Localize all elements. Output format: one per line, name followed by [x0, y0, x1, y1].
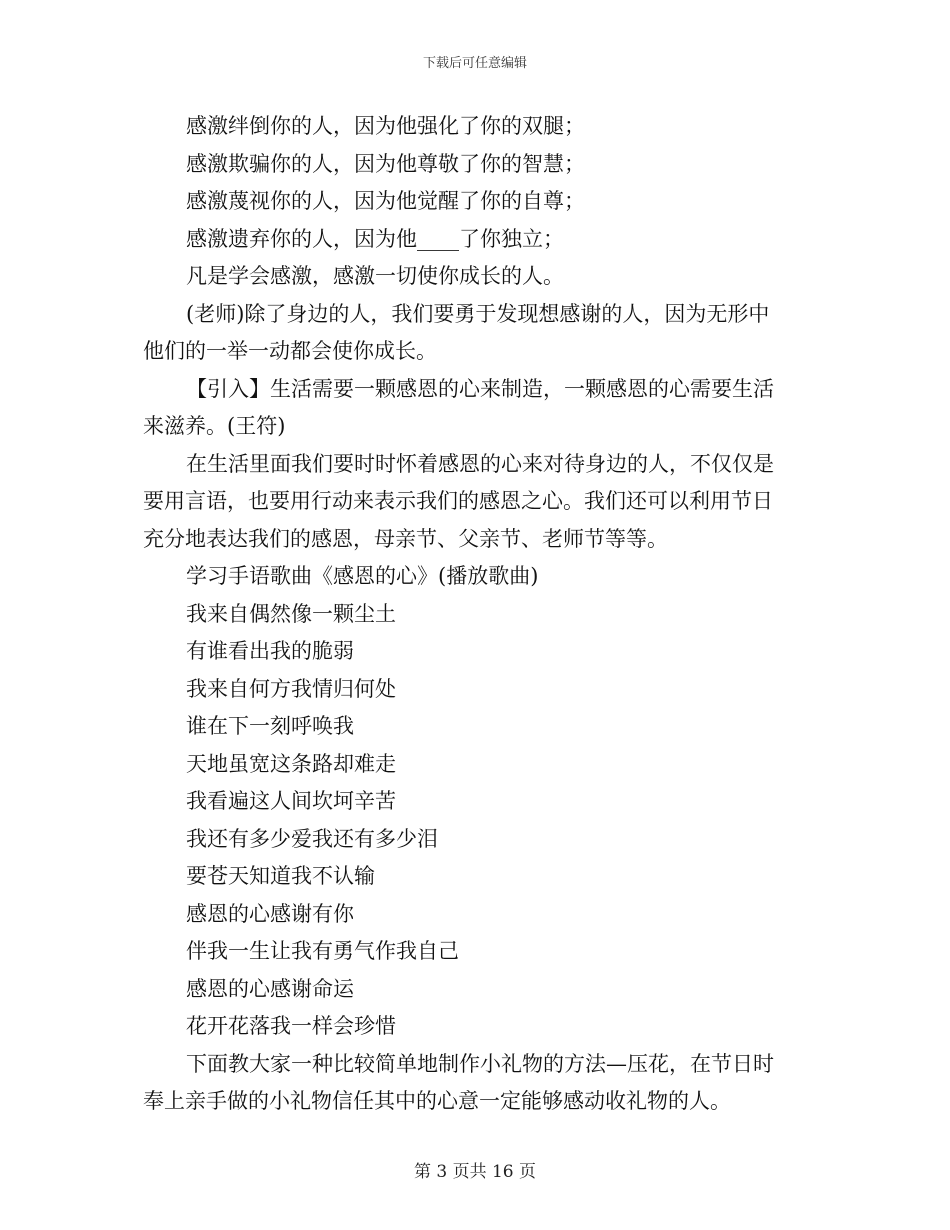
text-line: 感激遗弃你的人，因为他____了你独立； — [186, 226, 564, 251]
text-line: 感激蔑视你的人，因为他觉醒了你的自尊； — [186, 189, 585, 213]
lyric-line: 要苍天知道我不认输 — [186, 864, 375, 888]
lyric-line: 我看遍这人间坎坷辛苦 — [186, 789, 396, 813]
text-line: 下面教大家一种比较简单地制作小礼物的方法—压花，在节日时 — [186, 1051, 774, 1076]
lyric-line: 感恩的心感谢命运 — [186, 976, 354, 1001]
lyric-line: 我来自何方我情归何处 — [186, 676, 396, 701]
lyric-line: 天地虽宽这条路却难走 — [186, 751, 396, 776]
text-line: 来滋养。(王符) — [143, 414, 286, 438]
text-line: 他们的一举一动都会使你成长。 — [143, 339, 437, 363]
lyric-line: 有谁看出我的脆弱 — [186, 639, 354, 663]
text-line: 在生活里面我们要时时怀着感恩的心来对待身边的人，不仅仅是 — [186, 451, 774, 476]
text-line: 充分地表达我们的感恩，母亲节、父亲节、老师节等等。 — [143, 526, 668, 551]
lyric-line: 伴我一生让我有勇气作我自己 — [186, 939, 459, 963]
page-footer: 第 3 页共 16 页 — [413, 1162, 537, 1182]
page-header: 下载后可任意编辑 — [422, 56, 527, 71]
text-line: 感激绊倒你的人，因为他强化了你的双腿； — [186, 114, 585, 138]
lyric-line: 谁在下一刻呼唤我 — [186, 714, 354, 738]
text-line: (老师)除了身边的人，我们要勇于发现想感谢的人，因为无形中 — [186, 301, 770, 326]
document-body — [143, 108, 807, 1121]
lyric-line: 我还有多少爱我还有多少泪 — [186, 826, 438, 851]
lyric-line: 花开花落我一样会珍惜 — [186, 1014, 396, 1038]
lyric-line: 我来自偶然像一颗尘土 — [186, 601, 396, 626]
text-line: 感激欺骗你的人，因为他尊敬了你的智慧； — [186, 151, 585, 176]
text-line: 【引入】生活需要一颗感恩的心来制造，一颗感恩的心需要生活 — [186, 376, 774, 401]
text-line: 学习手语歌曲《感恩的心》(播放歌曲) — [186, 564, 539, 588]
text-line: 要用言语，也要用行动来表示我们的感恩之心。我们还可以利用节日 — [143, 489, 773, 513]
lyric-line: 感恩的心感谢有你 — [186, 901, 354, 926]
text-line: 奉上亲手做的小礼物信任其中的心意一定能够感动收礼物的人。 — [143, 1089, 731, 1113]
text-line: 凡是学会感激，感激一切使你成长的人。 — [186, 264, 564, 288]
